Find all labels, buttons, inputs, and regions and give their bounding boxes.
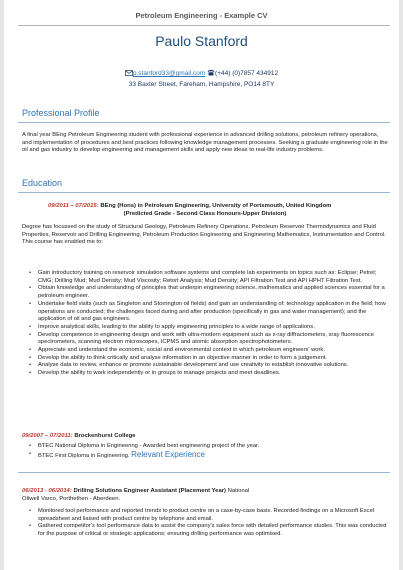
contact-block xyxy=(4,69,399,90)
education-entry-university xyxy=(22,203,388,219)
list-item xyxy=(22,451,388,461)
list-item: • Develop the ability to think critically and analyse information in an objective manner in order to form a judgement. xyxy=(22,355,388,363)
degree-focus: Degree has focussed on the study of Structural Geology, Petroleum Refinery Operations, Petroleum Reservoir Thermodynamics and Fluid Properties, Reservoir and Drilling Engineering, Petroleum Production Engineering and Engineering Mathematics, Instrumentation and Control. xyxy=(22,224,386,238)
degree-focus-text xyxy=(22,224,388,247)
header-divider xyxy=(18,25,390,26)
job-title: Drilling Solutions Engineer Assistant (Placement Year) xyxy=(73,488,226,494)
address-line: 33 Baxter Street, Fareham, Hampshire, PO14 8TY xyxy=(128,81,275,88)
profile-divider xyxy=(18,122,390,123)
candidate-name: Paulo Stanford xyxy=(155,33,248,49)
education-dates: 09/2011 – 07/2015: xyxy=(48,203,99,209)
list-item: • Obtain knowledge and understanding of principles that underpin engineering science, mathematics and applied sciences essential for a petroleum engineer. xyxy=(22,285,388,300)
degree-grade: (Predicted Grade - Second Class Honours-Upper Division) xyxy=(123,210,287,217)
section-title-experience: Relevant Experience xyxy=(131,449,205,459)
college-list xyxy=(22,443,388,460)
list-item: • Gain introductory training on reservoir simulation software systems and complete lab experiments on topics such as: Eclipse; Petrel; CMG; Drilling Mud; Mud Density; Mud Viscosity; Retort Analysis; Mud Density; API Filtration Test and API HPHT Filtration Test. xyxy=(22,270,388,285)
contact-line xyxy=(4,69,399,80)
envelope-icon xyxy=(125,70,133,80)
list-item: • Gathered competitor's tool performance data to assist the company's sales force with detailed performance studies. This was conducted for the purpose of critical or strategic applications; ensuring drilling performance was optimised. xyxy=(22,523,388,538)
education-achievements-list xyxy=(22,270,388,378)
list-item: • Develop competence in engineering design and work with ultra-modern equipment such as x-ray diffractometers, xray fluorescence spectrometers, scanning electron microscopes, ICPMS and atomic absorption spectrophotometers. xyxy=(22,332,388,347)
experience-divider xyxy=(18,472,390,473)
profile-text: A final year BEng Petroleum Engineering student with professional experience in advanced drilling solutions, petroleum refinery operations, and implementation of procedures and best practices following knowledge management processes. Seeking a graduate engineering role in the oil and gas industry to develop engineering and management skills and apply new ideas to real-life industry problems. xyxy=(22,132,388,154)
company-name: Oilwell Varco, Porthethen - Aberdeen. xyxy=(22,495,121,502)
college-diploma: BTEC First Diploma in Engineering. xyxy=(38,452,130,459)
experience-entry xyxy=(22,488,388,504)
list-item: • Undertake field visits (such as Singleton and Storrington oil fields) and gain an understanding of: technology application in the field; how operations are conducted; the challenges faced during and after production (specifically in gas and water management); and the application of oil and gas engineers. xyxy=(22,301,388,324)
college-dates: 09/2007 – 07/2011: xyxy=(22,433,73,439)
telephone-icon xyxy=(207,69,215,80)
job-title-suffix: National xyxy=(227,488,250,494)
list-item: • Analyse data to review, enhance or promote sustainable development and use creativity to establish innovative solutions. xyxy=(22,362,388,370)
education-entry-college xyxy=(22,433,388,441)
education-divider xyxy=(18,192,390,193)
degree-title: BEng (Hons) in Petroleum Engineering, University of Portsmouth, United Kingdom xyxy=(100,203,332,209)
list-item: • Appreciate and understand the economic, social and environmental context in which petroleum engineers' work. xyxy=(22,347,388,355)
section-title-education: Education xyxy=(22,178,63,188)
list-item: • BTEC National Diploma in Engineering - Awarded best engineering project of the year. xyxy=(22,443,388,451)
college-title: Brockenhurst College xyxy=(74,433,136,439)
experience-list xyxy=(22,508,388,539)
list-item: • Develop the ability to work independently or in groups to manage projects and meet deadlines. xyxy=(22,370,388,378)
enabled-intro: This course has enabled me to: xyxy=(22,239,103,246)
list-item: • Improve analytical skills, leading to the ability to apply engineering principles to a wide range of applications. xyxy=(22,324,388,332)
list-item: • Monitored tool performance and reported trends to product centre on a case-by-case basis. Recorded findings on a Microsoft Excel spreadsheet and liaised with product centre by telephone and email. xyxy=(22,508,388,523)
document-header-title: Petroleum Engineering - Example CV xyxy=(135,11,268,20)
cv-page xyxy=(4,0,399,570)
phone-number: (+44) (0)7857 434912 xyxy=(215,70,279,77)
email-link[interactable]: p.stanford33@gmail.com xyxy=(132,70,206,77)
experience-dates: 06/2013 - 06/2014: xyxy=(22,488,72,494)
section-title-profile: Professional Profile xyxy=(22,108,100,118)
